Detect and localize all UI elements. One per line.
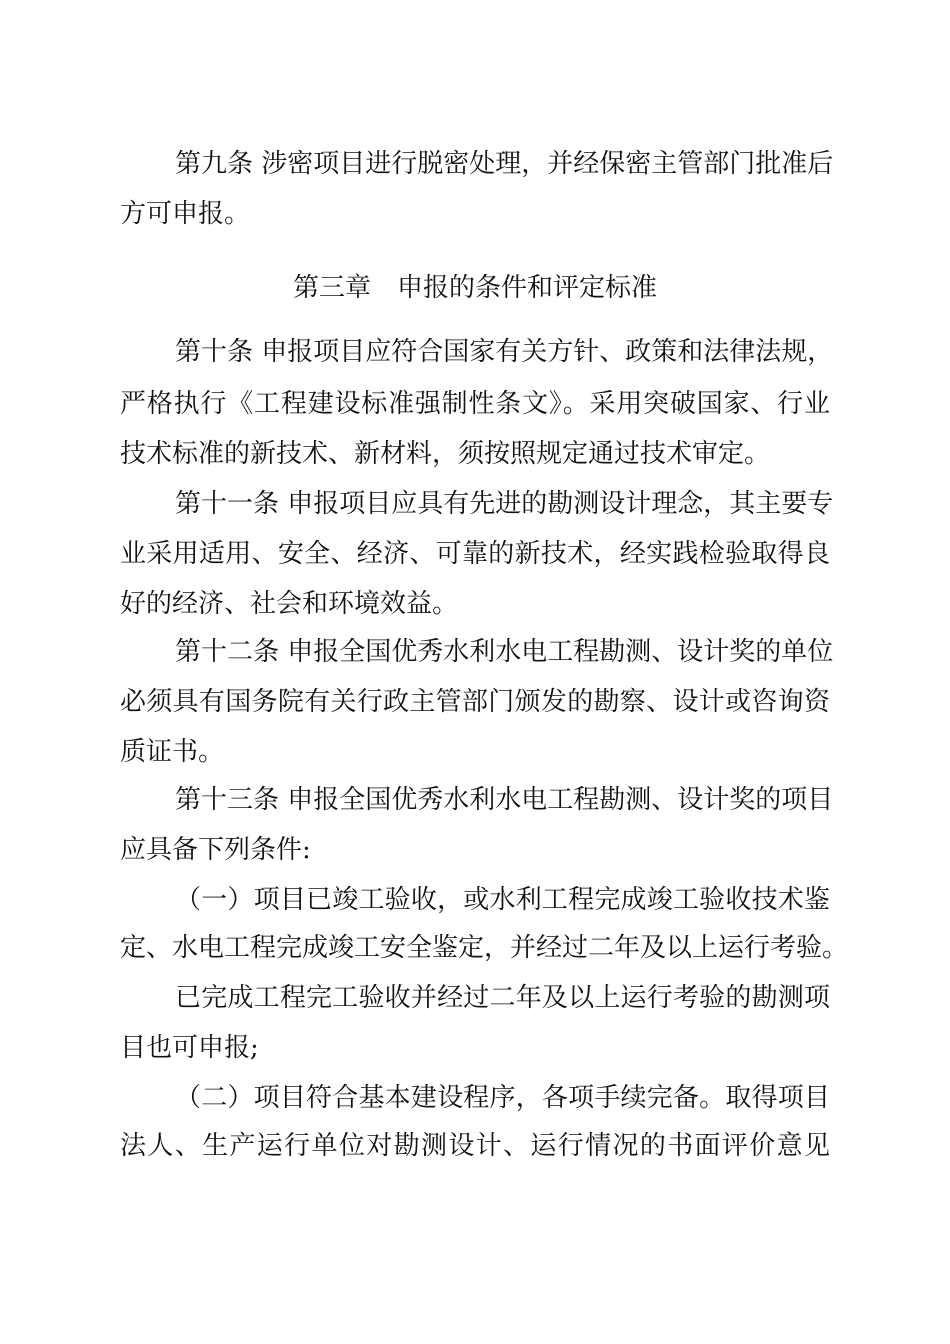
article-13-line-2: 应具备下列条件:	[120, 835, 311, 865]
article-11-line-2: 业采用适用、安全、经济、可靠的新技术，经实践检验取得良	[120, 539, 830, 569]
article-10-line-3: 技术标准的新技术、新材料，须按照规定通过技术审定。	[120, 439, 771, 469]
item-1-note-line-2: 目也可申报;	[120, 1033, 259, 1063]
article-12-line-1: 第十二条 申报全国优秀水利水电工程勘测、设计奖的单位	[175, 637, 834, 667]
article-11-line-3: 好的经济、社会和环境效益。	[120, 589, 459, 619]
item-1-line-2: 定、水电工程完成竣工安全鉴定，并经过二年及以上运行考验。	[120, 933, 849, 963]
article-12-line-3: 质证书。	[120, 737, 225, 767]
article-12-line-2: 必须具有国务院有关行政主管部门颁发的勘察、设计或咨询资	[120, 687, 830, 717]
item-1-line-1: （一）项目已竣工验收，或水利工程完成竣工验收技术鉴	[175, 885, 830, 915]
article-9-line-2: 方可申报。	[120, 199, 251, 229]
item-1-note-line-1: 已完成工程完工验收并经过二年及以上运行考验的勘测项	[175, 983, 830, 1013]
chapter-heading: 第三章 申报的条件和评定标准	[292, 273, 657, 303]
article-9-line-1: 第九条 涉密项目进行脱密处理，并经保密主管部门批准后	[175, 149, 834, 179]
article-11-line-1: 第十一条 申报项目应具有先进的勘测设计理念，其主要专	[175, 489, 834, 519]
item-2-line-1: （二）项目符合基本建设程序，各项手续完备。取得项目	[175, 1083, 830, 1113]
article-10-line-2: 严格执行《工程建设标准强制性条文》。采用突破国家、行业	[120, 389, 830, 419]
article-13-line-1: 第十三条 申报全国优秀水利水电工程勘测、设计奖的项目	[175, 785, 834, 815]
item-2-line-2: 法人、生产运行单位对勘测设计、运行情况的书面评价意见	[120, 1131, 830, 1161]
article-10-line-1: 第十条 申报项目应符合国家有关方针、政策和法律法规，	[175, 337, 834, 367]
